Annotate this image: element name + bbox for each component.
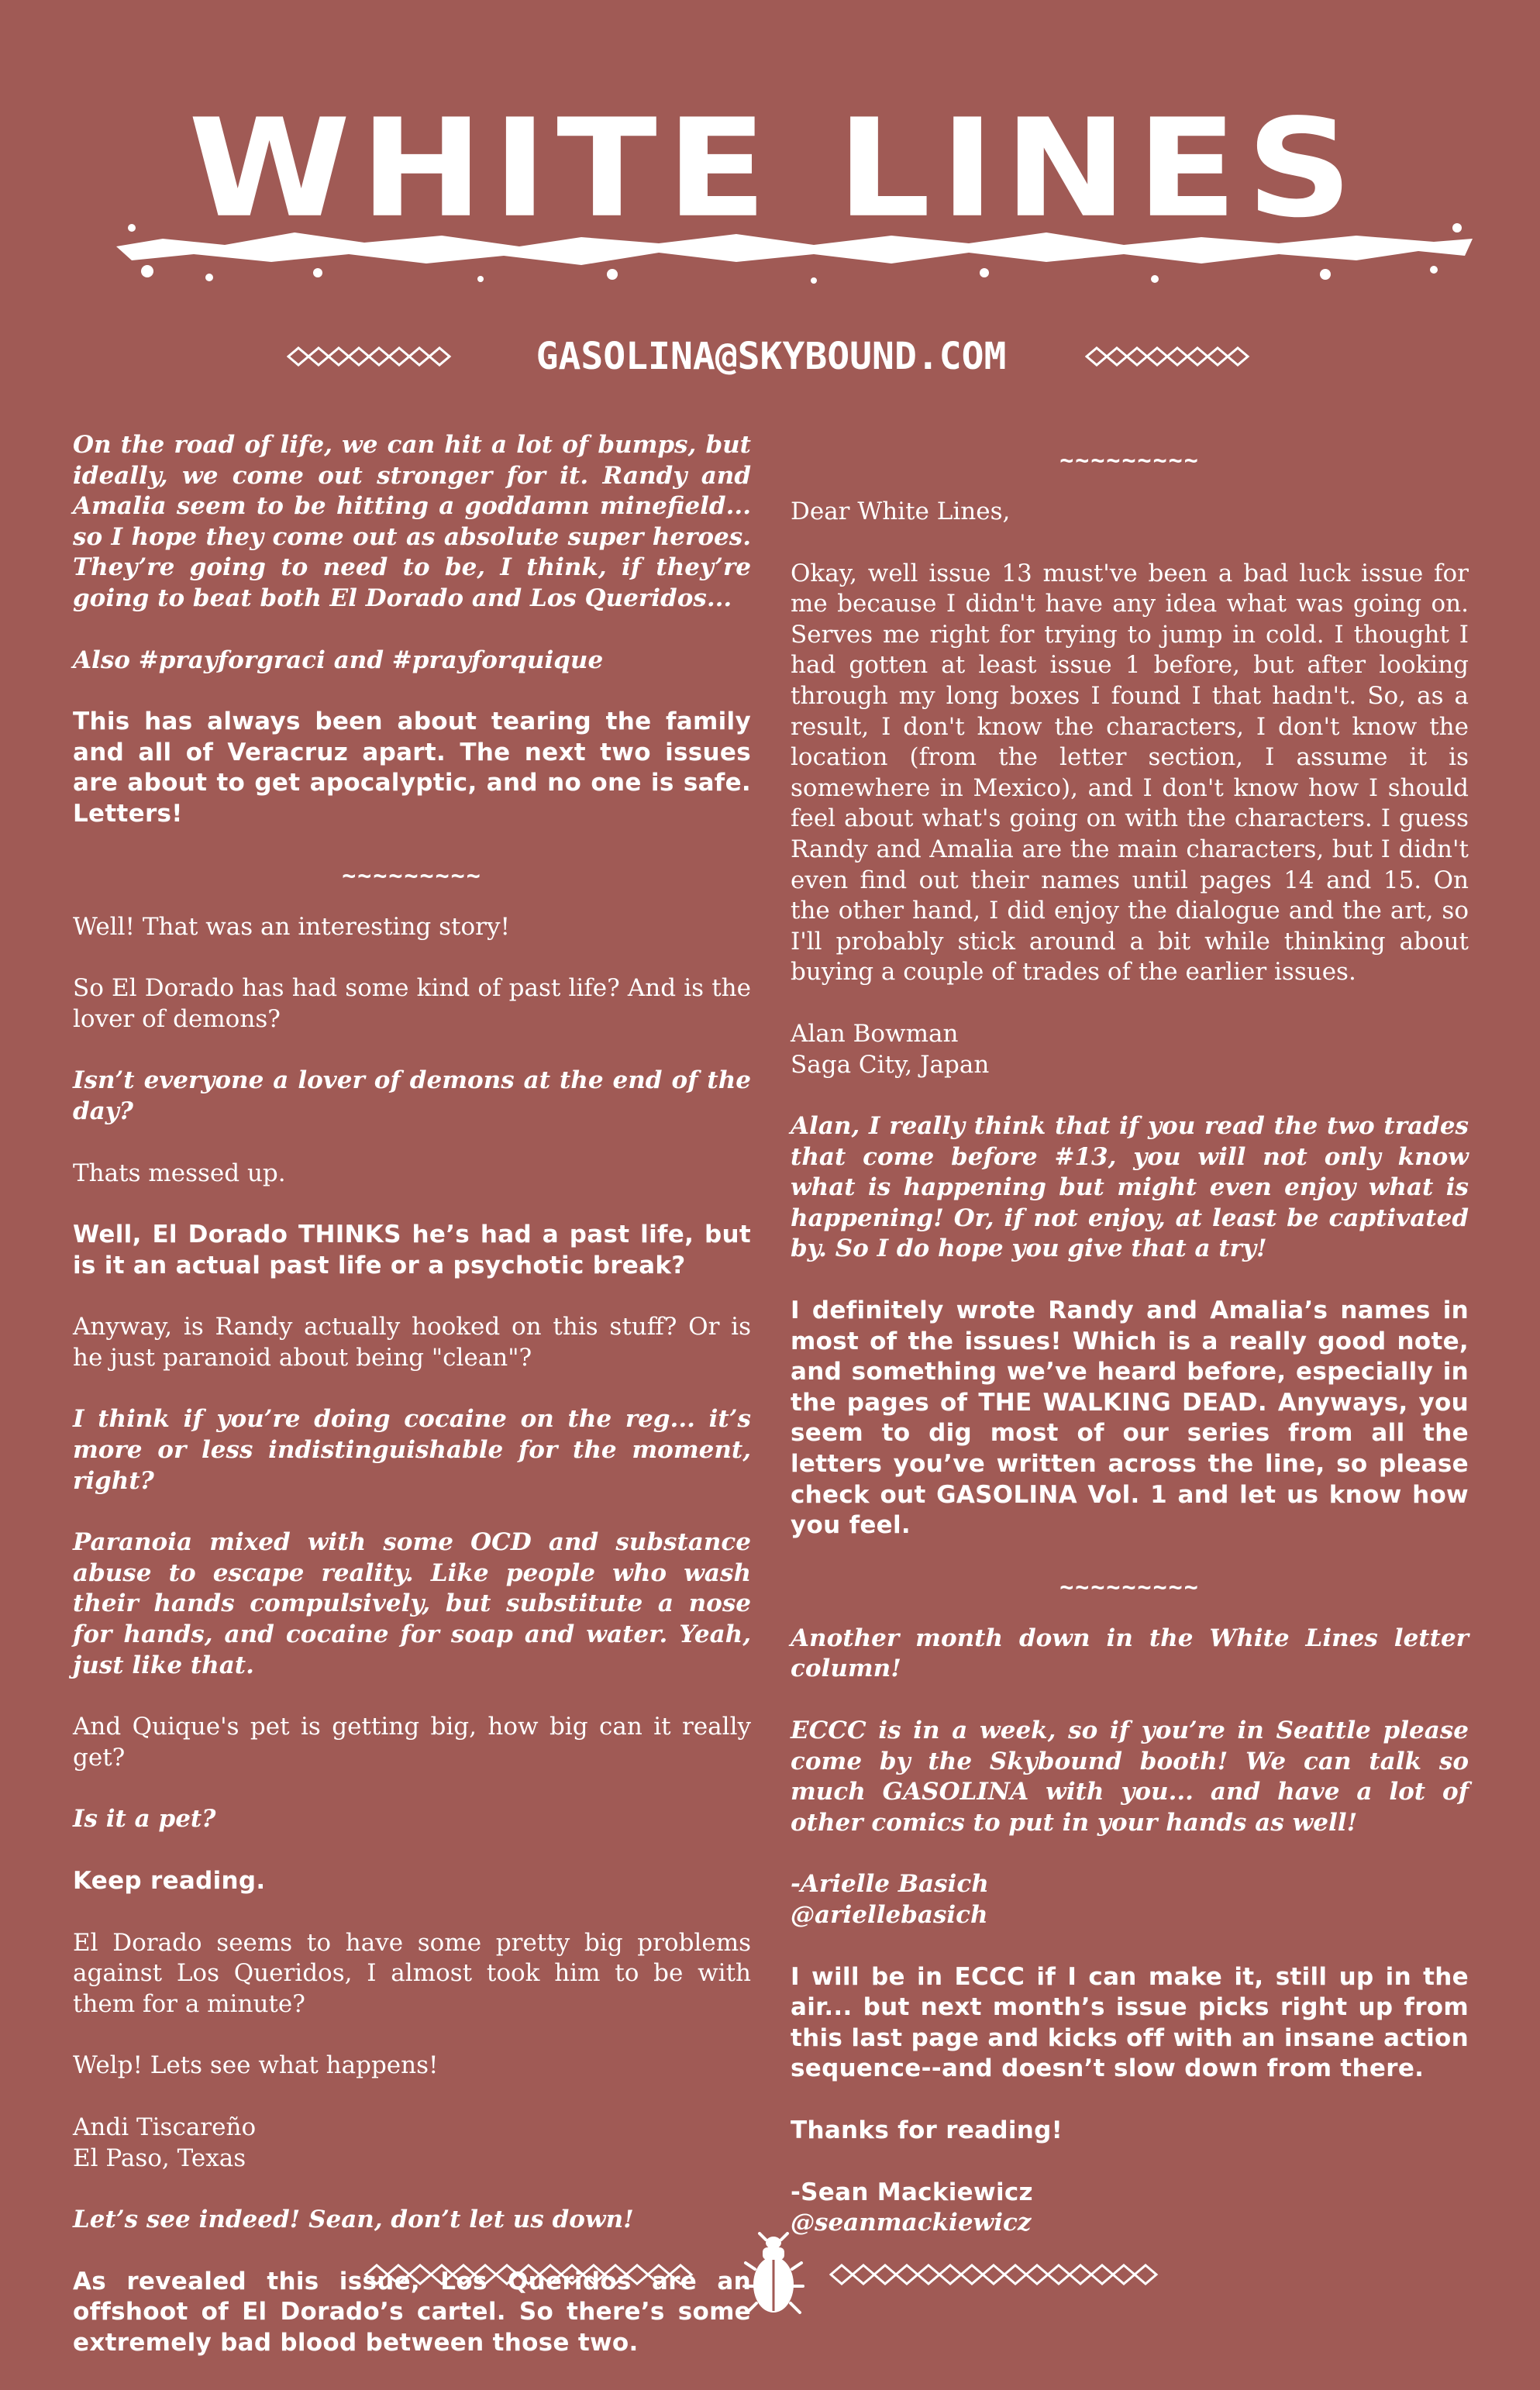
- editor-signature-name: -Arielle Basich: [791, 1870, 989, 1899]
- section-divider: ~~~~~~~~~: [1059, 1573, 1200, 1601]
- editor-hashtags: Also #prayforgraci and #prayforquique: [73, 646, 604, 674]
- letter-paragraph: Well! That was an interesting story!: [73, 912, 510, 941]
- writer-closing: I will be in ECCC if I can make it, still up in the air... but next month’s issue picks right up from this last page and kicks off with an insane action sequence--and doesn’t slow down from there.: [791, 1962, 1469, 2083]
- section-divider: ~~~~~~~~~: [342, 862, 482, 890]
- writer-reply: Well, El Dorado THINKS he’s had a past life, but is it an actual past life or a psychotic break?: [73, 1221, 751, 1279]
- letter-paragraph: Anyway, is Randy actually hooked on this stuff? Or is he just paranoid about being "clean"?: [73, 1313, 751, 1372]
- right-column: [791, 430, 1469, 2270]
- letter-body: Okay, well issue 13 must've been a bad luck issue for me because I didn't have any idea what was going on. Serves me right for trying to jump in cold. I thought I had gotten at least issue 1 before, but after looking through my long boxes I found I that hadn't. So, as a result, I don't know the characters, I don't know the location (from the letter section, I assume it is somewhere in Mexico), and I don't know how I should feel about what's going on with the characters. I guess Randy and Amalia are the main characters, but I didn't even find out their names until pages 14 and 15. On the other hand, I did enjoy the dialogue and the art, so I'll probably stick around a bit while thinking about buying a couple of trades of the earlier issues.: [791, 559, 1469, 987]
- section-divider: ~~~~~~~~~: [1059, 447, 1200, 474]
- letter-paragraph: And Quique's pet is getting big, how big can it really get?: [73, 1713, 751, 1772]
- editor-reply: I think if you’re doing cocaine on the reg... it’s more or less indistinguishable for the moment, right?: [73, 1405, 751, 1495]
- diamond-chain-icon: [829, 2263, 1170, 2286]
- page-title: WHITE LINES: [188, 89, 1363, 248]
- diamond-chain-icon: [287, 346, 457, 367]
- editor-reply: Let’s see indeed! Sean, don’t let us down!: [73, 2206, 634, 2234]
- diamond-chain-icon: [1085, 346, 1256, 367]
- writer-signature-name: -Sean Mackiewicz: [791, 2178, 1033, 2206]
- letter-paragraph: So El Dorado has had some kind of past life? And is the lover of demons?: [73, 974, 751, 1033]
- letter-signature-place: El Paso, Texas: [73, 2144, 246, 2172]
- letter-signature-name: Andi Tiscareño: [73, 2113, 257, 2141]
- scarab-beetle-icon: [742, 2232, 804, 2317]
- editor-closing: ECCC is in a week, so if you’re in Seattle please come by the Skybound booth! We can talk so much GASOLINA with you... and have a lot of other comics to put in your hands as well!: [791, 1717, 1469, 1837]
- letter-signature-place: Saga City, Japan: [791, 1050, 990, 1079]
- editor-closing: Another month down in the White Lines letter column!: [791, 1624, 1469, 1683]
- writer-reply: Keep reading.: [73, 1867, 266, 1895]
- left-column: [73, 430, 751, 2390]
- masthead: [116, 91, 1434, 262]
- letter-signature-name: Alan Bowman: [791, 1019, 959, 1048]
- writer-reply: As revealed this issue, Los Queridos are an offshoot of El Dorado’s cartel. So there’s some extremely bad blood between those two.: [73, 2267, 751, 2357]
- letter-paragraph: Welp! Lets see what happens!: [73, 2051, 439, 2080]
- writer-thanks: Thanks for reading!: [791, 2116, 1063, 2144]
- editor-reply: Is it a pet?: [73, 1805, 216, 1834]
- letter-paragraph: El Dorado seems to have some pretty big problems against Los Queridos, I almost took him to be with them for a minute?: [73, 1928, 751, 2018]
- editor-reply: Alan, I really think that if you read the two trades that come before #13, you will not only know what is happening but might even enjoy what is happening! Or, if not enjoy, at least be captivated by. So I do hope you give that a try!: [791, 1112, 1469, 1263]
- editor-intro: On the road of life, we can hit a lot of bumps, but ideally, we come out stronger for it. Randy and Amalia seem to be hitting a goddamn minefield... so I hope they come out as absolute super heroes. They’re going to need to be, I think, if they’re going to beat both El Dorado and Los Queridos...: [73, 431, 751, 612]
- editor-signature-handle: @ariellebasich: [791, 1900, 988, 1929]
- writer-reply: I definitely wrote Randy and Amalia’s names in most of the issues! Which is a really good note, and something we’ve heard before, especially in the pages of THE WALKING DEAD. Anyways, you seem to dig most of our series from all the letters you’ve written across the line, so please check out GASOLINA Vol. 1 and let us know how you feel.: [791, 1297, 1469, 1540]
- writer-signature-handle: @seanmackiewicz: [791, 2209, 1032, 2237]
- letter-salutation: Dear White Lines,: [791, 498, 1011, 525]
- editor-reply: Paranoia mixed with some OCD and substance abuse to escape reality. Like people who wash their hands compulsively, but substitute a nose for hands, and cocaine for soap and water. Yeah, just like that.: [73, 1528, 751, 1679]
- diamond-chain-icon: [364, 2263, 705, 2286]
- footer-ornament: [364, 2232, 1186, 2317]
- email-banner: [287, 325, 1256, 387]
- contact-email: GASOLINA@SKYBOUND.COM: [536, 335, 1007, 378]
- letter-paragraph: Thats messed up.: [73, 1159, 286, 1187]
- editor-reply: Isn’t everyone a lover of demons at the end of the day?: [73, 1066, 751, 1125]
- writer-intro: This has always been about tearing the family and all of Veracruz apart. The next two issues are about to get apocalyptic, and no one is safe. Letters!: [73, 708, 751, 828]
